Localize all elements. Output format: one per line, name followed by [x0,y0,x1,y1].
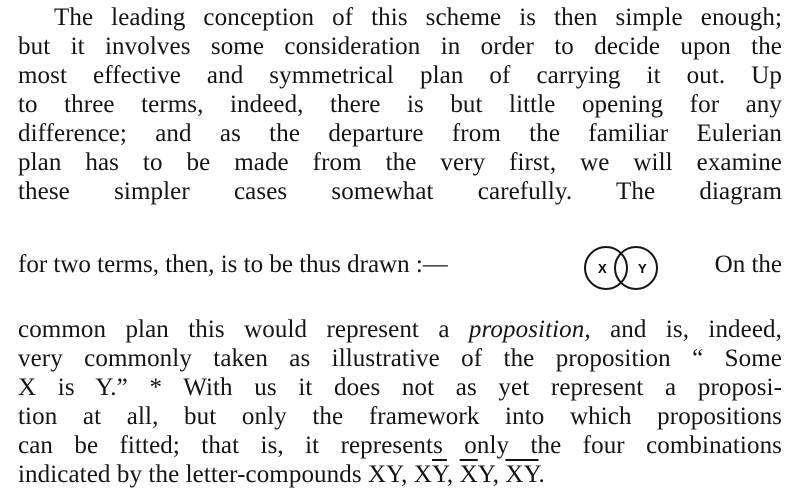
separator: , [446,461,460,488]
venn-label-x: X [598,261,607,276]
text-line-14 [18,461,782,489]
text-line-6: plan has to be made from the very first, we will examine [18,149,782,176]
compound-xy: XY [368,461,402,488]
text-line-11: X is Y.” * With us it does not as yet represent a proposi- [18,374,782,401]
diagram-line [18,245,782,293]
final-period: . [538,461,545,488]
text-line-7: these simpler cases somewhat carefully. The diagram [18,178,782,205]
text-line-12: tion at all, but only the framework into which propositions [18,403,782,430]
compound-x-ybar [414,461,447,488]
text-line-1: The leading conception of this scheme is then simple enough; [54,4,782,31]
text-line-3: most effective and symmetrical plan of carrying it out. Up [18,62,782,89]
circle-y [615,247,657,289]
compound-xbar-y [460,461,493,488]
italic-word-proposition: proposition, [468,316,591,343]
text-line-9-after: and is, indeed, [590,316,782,343]
diagram-line-after: On the [714,251,782,278]
venn-label-y: Y [638,261,647,276]
text-line-9-before: common plan this would represent a [18,316,469,343]
diagram-line-before: for two terms, then, is to be thus drawn :— [18,251,448,278]
compound-3-xbar: $\overline{X}$ [459,461,478,488]
two-term-venn-diagram [576,245,668,291]
text-line-5: difference; and as the departure from the familiar Eulerian [18,120,782,147]
text-line-4: to three terms, indeed, there is but little opening for any [18,91,782,118]
text-line-9 [18,316,782,344]
compound-3-y: Y [477,461,493,488]
text-line-14-before: indicated by the letter-compounds [18,461,369,488]
compound-xbar-ybar: $\overline{XY}$ [505,461,539,488]
text-line-2: but it involves some consideration in order to decide upon the [18,33,782,60]
separator: , [492,461,506,488]
separator: , [401,461,414,488]
text-line-13: can be fitted; that is, it represents only the four combinations [18,432,782,459]
compound-2-x: X [413,461,432,488]
compound-2-ybar: $\overline{Y}$ [431,461,447,488]
text-line-10: very commonly taken as illustrative of the proposition “ Some [18,345,782,372]
